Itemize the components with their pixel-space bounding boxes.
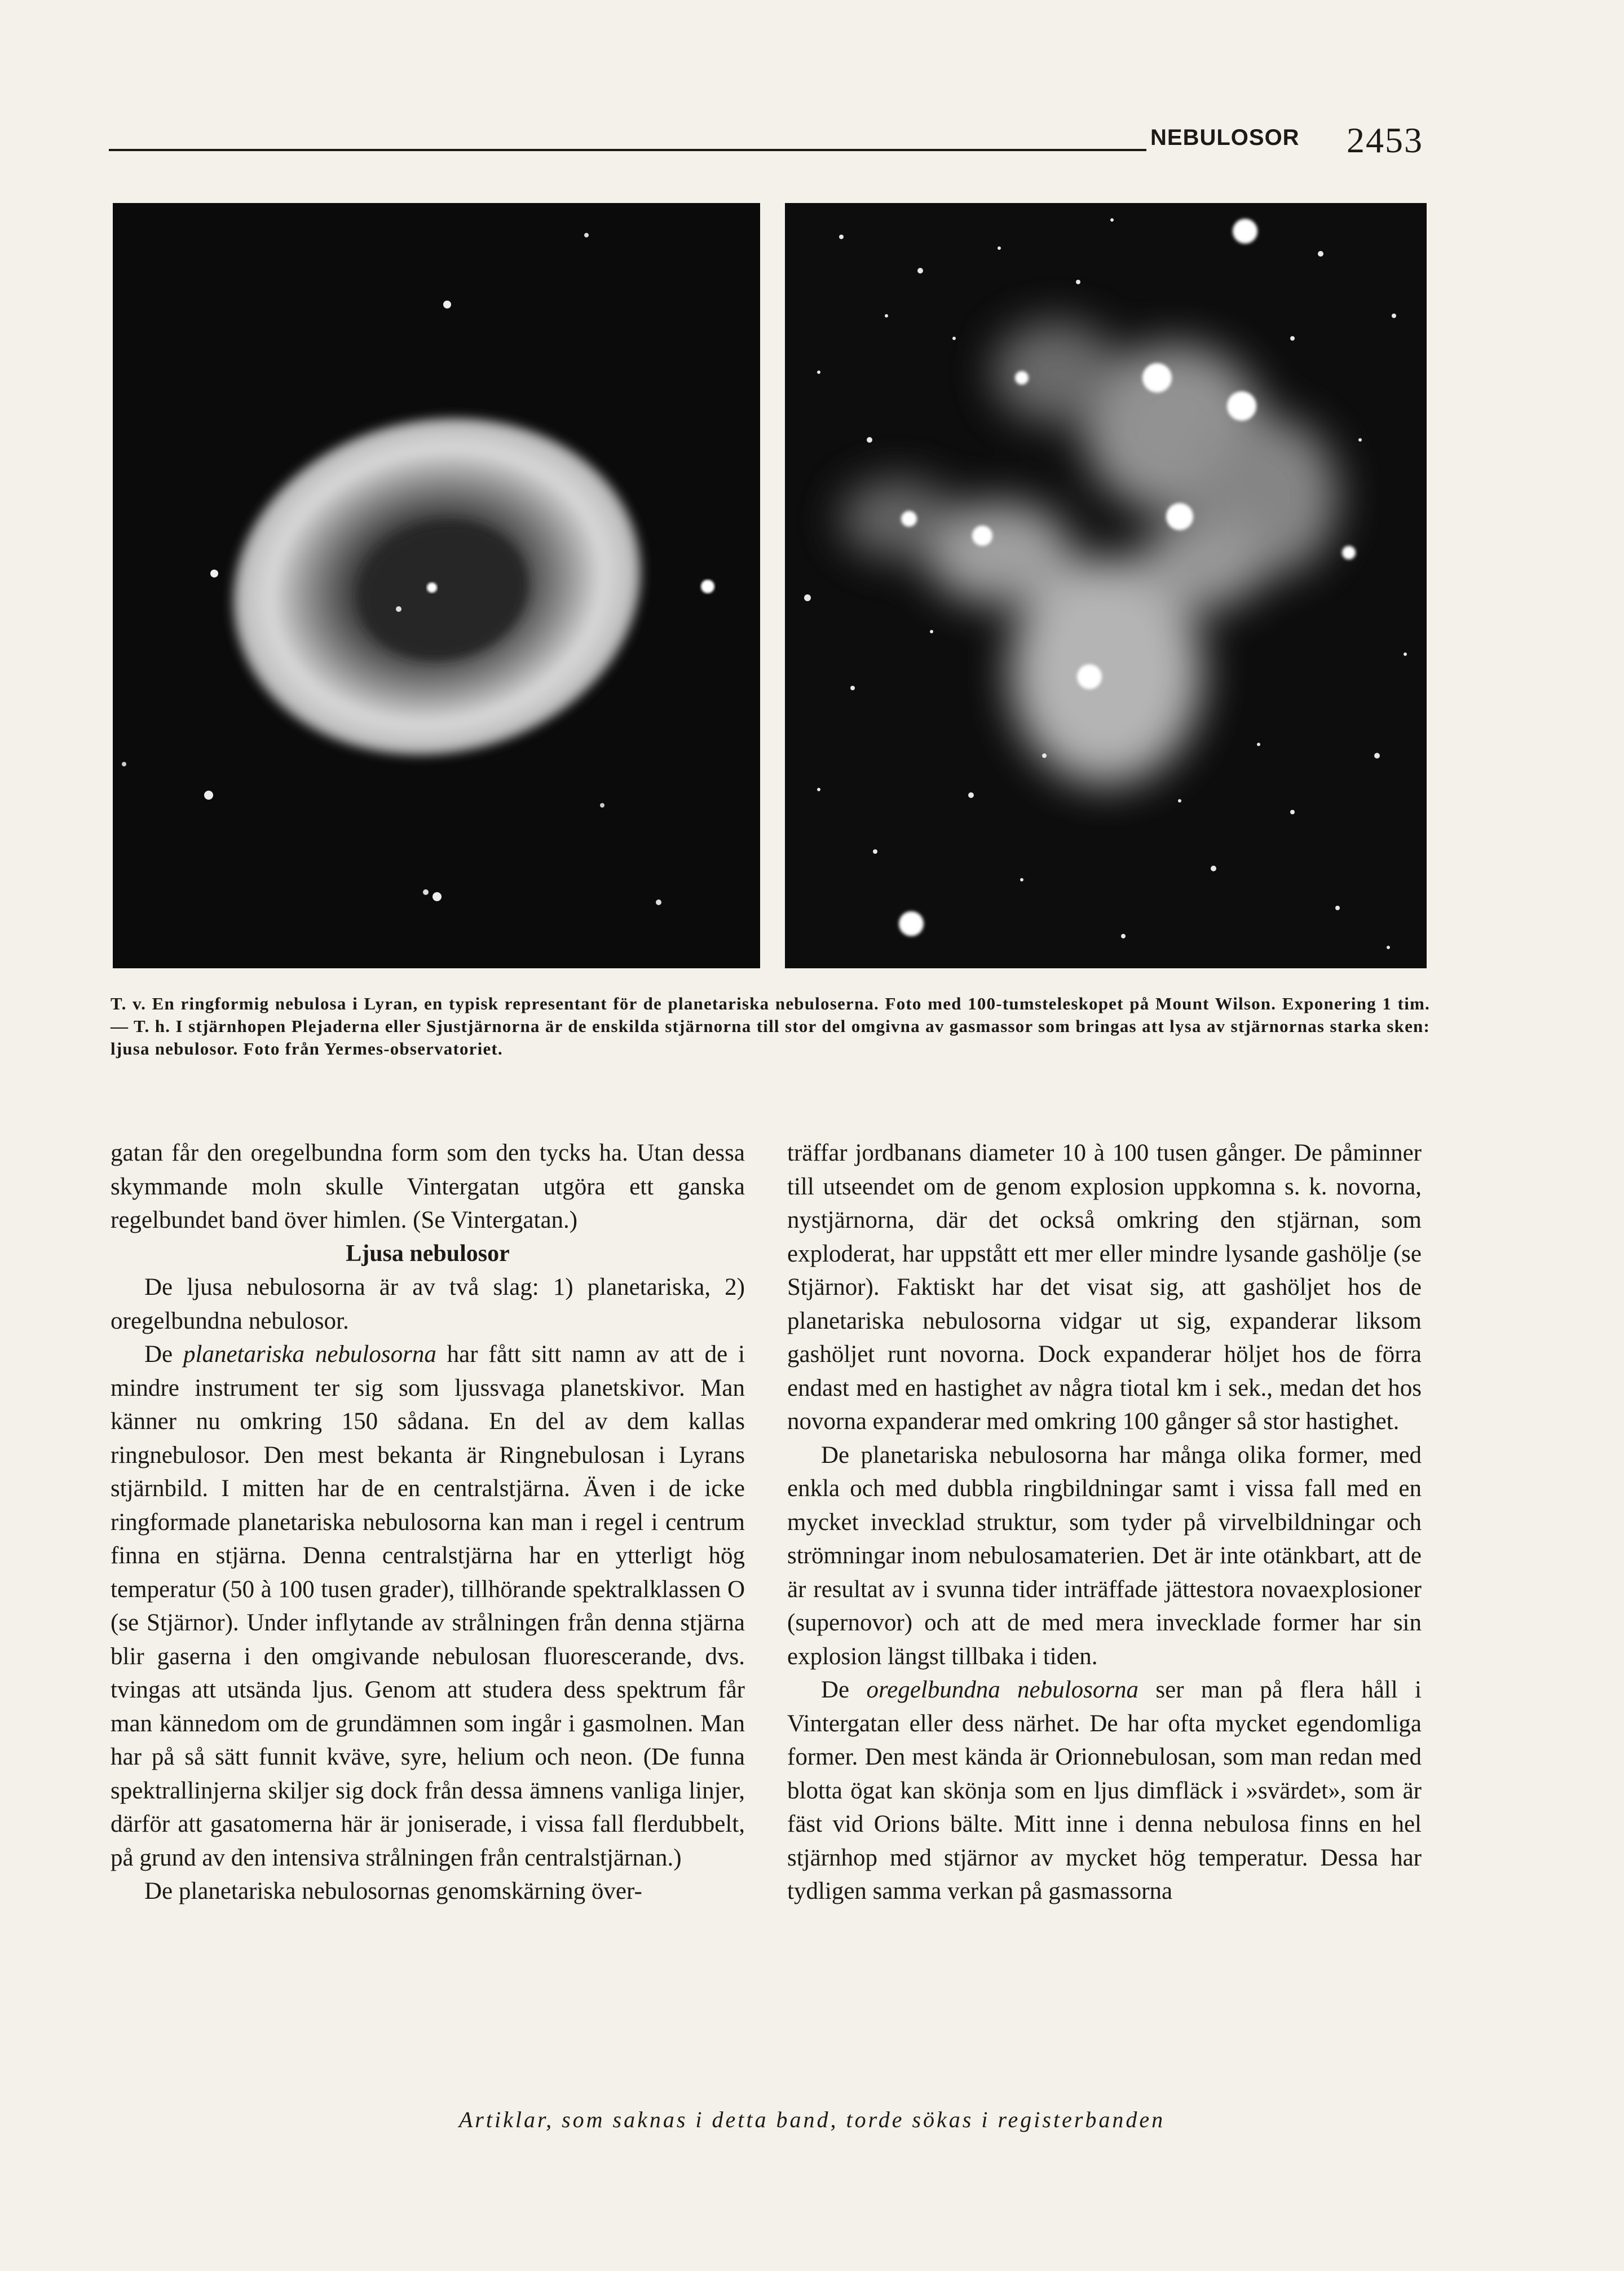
header-rule <box>109 149 1146 151</box>
right-paragraph-3-lead: De <box>821 1677 867 1703</box>
right-column <box>787 1136 1422 1908</box>
left-paragraph-4: De planetariska nebulosornas genomskärning över- <box>144 1878 642 1904</box>
figure-caption <box>111 993 1430 1060</box>
right-paragraph-3 <box>787 1673 1422 1908</box>
term-irregular-nebulae: oregelbundna nebulosorna <box>866 1677 1139 1703</box>
caption-text: T. v. En ringformig nebulosa i Lyran, en typisk representant för de planetariska nebuloserna. Foto med 100-tumsteleskopet på Mount Wilson. Exponering 1 tim. — T. h. I stjärnhopen Plejaderna eller Sjustjärnorna är de enskilda stjärnorna till stor del omgivna av gasmassor som bringas att lysa av stjärnornas starka sken: ljusa nebulosor. Foto från Yermes-observatoriet. <box>111 994 1430 1059</box>
left-paragraph-3 <box>111 1338 745 1875</box>
right-paragraph-2: De planetariska nebulosorna har många olika former, med enkla och med dubbla ringbildningar samt i vissa fall med en mycket invecklad struktur, som tyder på virvelbildningar och strömningar inom nebulosamaterien. Det är inte otänkbart, att de är resultat av i svunna tider inträffade jättestora novaexplosioner (supernovor) och att de med mera invecklade former har sin explosion längst tillbaka i tiden. <box>787 1441 1422 1670</box>
right-paragraph-3-body: ser man på flera håll i Vintergatan eller dess närhet. De har ofta mycket egendomliga former. Den mest kända är Orionnebulosan, som man redan med blotta ögat kan skönja som en ljus dimfläck i »svärdet», som är fäst vid Orions bälte. Mitt inne i denna nebulosa finns en hel stjärnhop med stjärnor av mycket hög temperatur. Dessa har tydligen samma verkan på gasmassorna <box>787 1677 1422 1904</box>
left-column <box>111 1136 745 1908</box>
left-paragraph-3-lead: De <box>144 1341 183 1368</box>
left-paragraph-2: De ljusa nebulosorna är av två slag: 1) planetariska, 2) oregelbundna nebulosor. <box>111 1274 745 1334</box>
page-number: 2453 <box>1347 120 1423 160</box>
section-heading: Ljusa nebulosor <box>346 1240 510 1267</box>
ring-nebula-image <box>113 203 760 968</box>
ring-nebula-photo <box>113 203 760 968</box>
left-paragraph-3-body: har fått sitt namn av att de i mindre instrument ter sig som ljussvaga planetskivor. Man känner nu omkring 150 sådana. En del av dem kallas ringnebulosor. Den mest bekanta är Ringnebulosan i Lyrans stjärnbild. I mitten har de en centralstjärna. Även i de icke ringformade planetariska nebulosorna kan man i regel i centrum finna en stjärna. Denna centralstjärna har en ytterligt hög temperatur (50 à 100 tusen grader), tillhörande spektralklassen O (se Stjärnor). Under inflytande av strålningen från denna stjärna blir gaserna i den omgivande nebulosan fluorescerande, dvs. tvingas att utsända ljus. Genom att studera dess spektrum får man kännedom om de grundämnen som ingår i gasmolnen. Man har på så sätt funnit kväve, syre, helium och neon. (De funna spektrallinjerna skiljer sig dock från dessa ämnens vanliga linjer, därför att gasatomerna här är joniserade, i vissa fall flerdubbelt, på grund av den intensiva strålningen från centralstjärnan.) <box>111 1341 745 1871</box>
running-head: NEBULOSOR <box>1150 125 1300 150</box>
term-planetary-nebulae: planetariska nebulosorna <box>183 1341 436 1368</box>
right-paragraph-1: träffar jordbanans diameter 10 à 100 tusen gånger. De påminner till utseendet om de genom explosion uppkomna s. k. novorna, nystjärnorna, där det också omkring den stjärnan, som exploderat, har uppstått ett mer eller mindre lysande gashölje (se Stjärnor). Faktiskt har det visat sig, att gashöljet hos de planetariska nebulosorna vidgar ut sig, expanderar liksom gashöljet runt novorna. Dock expanderar höljet hos de förra endast med en hastighet av några tiotal km i sek., medan det hos novorna expanderar med omkring 100 gånger så stor hastighet. <box>787 1140 1422 1435</box>
pleiades-image <box>785 203 1427 968</box>
pleiades-photo <box>785 203 1427 968</box>
left-paragraph-1: gatan får den oregelbundna form som den tycks ha. Utan dessa skymmande moln skulle Vintergatan utgöra ett ganska regelbundet band över himlen. (Se Vintergatan.) <box>111 1140 745 1233</box>
footer-note: Artiklar, som saknas i detta band, torde sökas i registerbanden <box>458 2107 1166 2132</box>
